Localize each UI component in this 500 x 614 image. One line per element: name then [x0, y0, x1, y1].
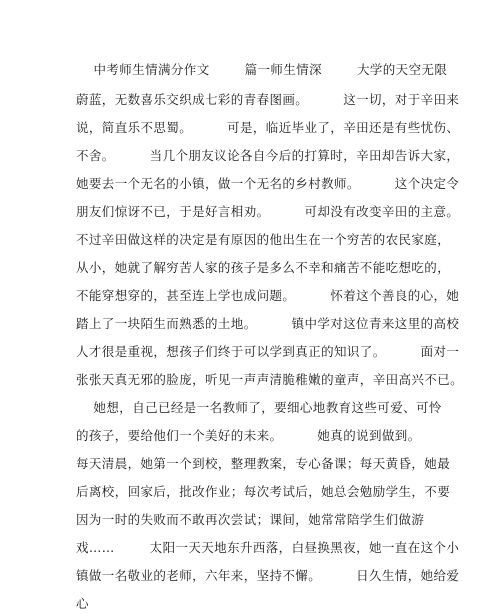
text-line-14: 的孩子，要给他们一个美好的未来。 她真的说到做到。 — [76, 428, 421, 443]
text-line-3: 说，简直乐不思蜀。 可是，临近毕业了，辛田还是有些忧伤、 — [76, 120, 460, 135]
text-line-11: 人才很是重视，想孩子们终于可以学到真正的知识了。 面对一 — [76, 344, 460, 359]
text-line-10: 踏上了一块陌生而熟悉的土地。 镇中学对这位青来这里的高校 — [76, 316, 460, 331]
text-line-6: 朋友们惊讶不已，于是好言相劝。 可却没有改变辛田的主意。 — [76, 204, 460, 219]
text-line-18: 戏…… 太阳一天天地东升西落，白昼换黑夜，她一直在这个小 — [76, 540, 460, 555]
text-line-12: 张张天真无邪的脸庞，听见一声声清脆稚嫩的童声，辛田高兴不已。 — [76, 372, 464, 387]
text-line-20: 心 — [76, 596, 89, 611]
text-line-13: 她想，自己已经是一名教师了，要细心地教育这些可爱、可怜 — [76, 400, 442, 415]
text-line-1: 中考师生情满分作文 篇一师生情深 大学的天空无限 — [76, 62, 448, 77]
text-line-7: 不过辛田做这样的决定是有原因的他出生在一个穷苦的农民家庭， — [76, 232, 451, 247]
text-line-8: 从小，她就了解穷苦人家的孩子是多么不幸和痛苦不能吃想吃的， — [76, 260, 451, 275]
text-line-19: 镇做一名敬业的老师，六年来，坚持不懈。 日久生情，她给爱 — [76, 568, 460, 583]
text-line-15: 每天清晨，她第一个到校，整理教案，专心备课；每天黄昏，她最 — [76, 456, 451, 471]
text-line-4: 不舍。 当几个朋友议论各自今后的打算时，辛田却告诉大家， — [76, 148, 460, 163]
text-line-16: 后离校，回家后，批改作业；每次考试后，她总会勉励学生，不要 — [76, 484, 451, 499]
text-line-17: 因为一时的失败而不敢再次尝试；课间，她常常陪学生们做游 — [76, 512, 425, 527]
text-line-5: 她要去一个无名的小镇，做一个无名的乡村教师。 这个决定令 — [76, 176, 460, 191]
text-line-9: 不能穿想穿的，甚至连上学也成问题。 怀着这个善良的心，她 — [76, 288, 460, 303]
text-line-2: 蔚蓝，无数喜乐交织成七彩的青春图画。 这一切，对于辛田来 — [76, 92, 460, 107]
